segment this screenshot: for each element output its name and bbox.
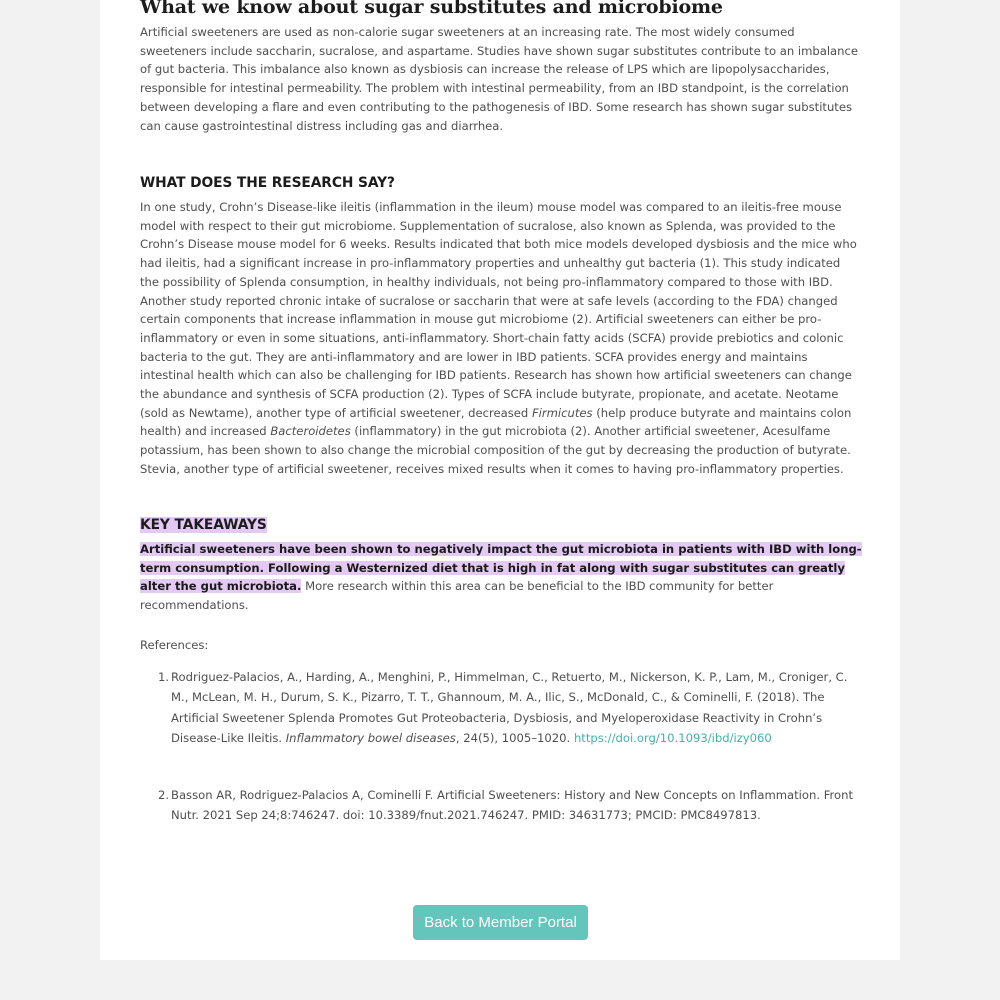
key-takeaways-paragraph — [140, 540, 862, 615]
reference-volume-pages: , 24(5), 1005–1020. — [455, 730, 574, 745]
key-takeaways-highlight: Artificial sweeteners have been shown to negatively impact the gut microbiota in patients with IBD with long-term consumption. Following a Westernized diet that is high in fat along with sugar substitutes can greatly alter the gut microbiota. — [140, 542, 862, 594]
research-italic-bacteroidetes: Bacteroidetes — [270, 424, 351, 439]
research-paragraph — [140, 198, 862, 479]
reference-body — [171, 667, 861, 748]
references-label: References: — [140, 638, 209, 652]
reference-doi-link[interactable]: https://doi.org/10.1093/ibd/izy060 — [573, 730, 772, 745]
back-to-member-portal-button[interactable]: Back to Member Portal — [413, 905, 588, 940]
article-card — [100, 0, 900, 960]
reference-body: Basson AR, Rodriguez-Palacios A, Cominelli F. Artificial Sweeteners: History and New Concepts on Inflammation. Front Nutr. 2021 Sep 24;8:746247. doi: 10.3389/fnut.2021.746247. PMID: 34631773; PMCID: PMC8497813. — [171, 788, 854, 823]
research-text-part-3: (inflammatory) in the gut microbiota (2). Another artificial sweetener, Acesulfame potassium, has been shown to also change the microbial composition of the gut by decreasing the production of butyrate. Stevia, another type of artificial sweetener, receives mixed results when it comes to having pro-inflammatory properties. — [140, 424, 851, 476]
research-text-part-1: In one study, Crohn’s Disease-like ileitis (inflammation in the ileum) mouse model was compared to an ileitis-free mouse model with respect to their gut microbiome. Supplementation of sucralose, also known as Splenda, was provided to the Crohn’s Disease mouse model for 6 weeks. Results indicated that both mice models developed dysbiosis and the mice who had ileitis, had a significant increase in pro-inflammatory properties and unhealthy gut bacteria (1). This study indicated the possibility of Splenda consumption, in healthy individuals, not being pro-inflammatory compared to those with IBD. Another study reported chronic intake of sucralose or saccharin that were at safe levels (according to the FDA) changed certain components that increase inflammation in mouse gut microbiome (2). Artificial sweeteners can either be pro-inflammatory or even in some situations, anti-inflammatory. Short-chain fatty acids (SCFA) provide prebiotics and colonic bacteria to the gut. They are anti-inflammatory and are lower in IBD patients. SCFA provides energy and maintains intestinal health which can also be challenging for IBD patients. Research has shown how artificial sweeteners can change the abundance and synthesis of SCFA production (2). Types of SCFA include butyrate, propionate, and acetate. Neotame (sold as Newtame), another type of artificial sweetener, decreased — [140, 200, 857, 420]
key-takeaways-rest: More research within this area can be beneficial to the IBD community for better recommendations. — [140, 579, 774, 613]
section-heading-key-takeaways — [140, 517, 267, 533]
sugar-substitutes-paragraph: Artificial sweeteners are used as non-calorie sugar sweeteners at an increasing rate. The most widely consumed sweeteners include saccharin, sucralose, and aspartame. Studies have shown sugar substitutes contribute to an imbalance of gut bacteria. This imbalance also known as dysbiosis can increase the release of LPS which are lipopolysaccharides, responsible for intestinal permeability. The problem with intestinal permeability, from an IBD standpoint, is the correlation between developing a flare and even contributing to the pathogenesis of IBD. Some research has shown sugar substitutes can cause gastrointestinal distress including gas and diarrhea. — [140, 25, 859, 133]
key-takeaways-title: KEY TAKEAWAYS — [140, 517, 267, 533]
reference-number: 2. — [158, 788, 170, 802]
section-heading-sugar-substitutes: What we know about sugar substitutes and microbiome — [140, 0, 723, 18]
research-text-part-2: (help produce butyrate and maintains colon health) and increased — [140, 405, 852, 439]
section-heading-research: WHAT DOES THE RESEARCH SAY? — [140, 175, 395, 191]
reference-journal: Inflammatory bowel diseases — [285, 730, 456, 745]
reference-text: Rodriguez-Palacios, A., Harding, A., Menghini, P., Himmelman, C., Retuerto, M., Nickerson, K. P., Lam, M., Croniger, C. M., McLean, M. H., Durum, S. K., Pizarro, T. T., Ghannoum, M. A., Ilic, S., McDonald, C., & Cominelli, F. (2018). The Artificial Sweetener Splenda Promotes Gut Proteobacteria, Dysbiosis, and Myeloperoxidase Reactivity in Crohn’s Disease-Like Ileitis. — [171, 670, 848, 745]
reference-number: 1. — [158, 670, 170, 684]
research-italic-firmicutes: Firmicutes — [531, 405, 593, 420]
